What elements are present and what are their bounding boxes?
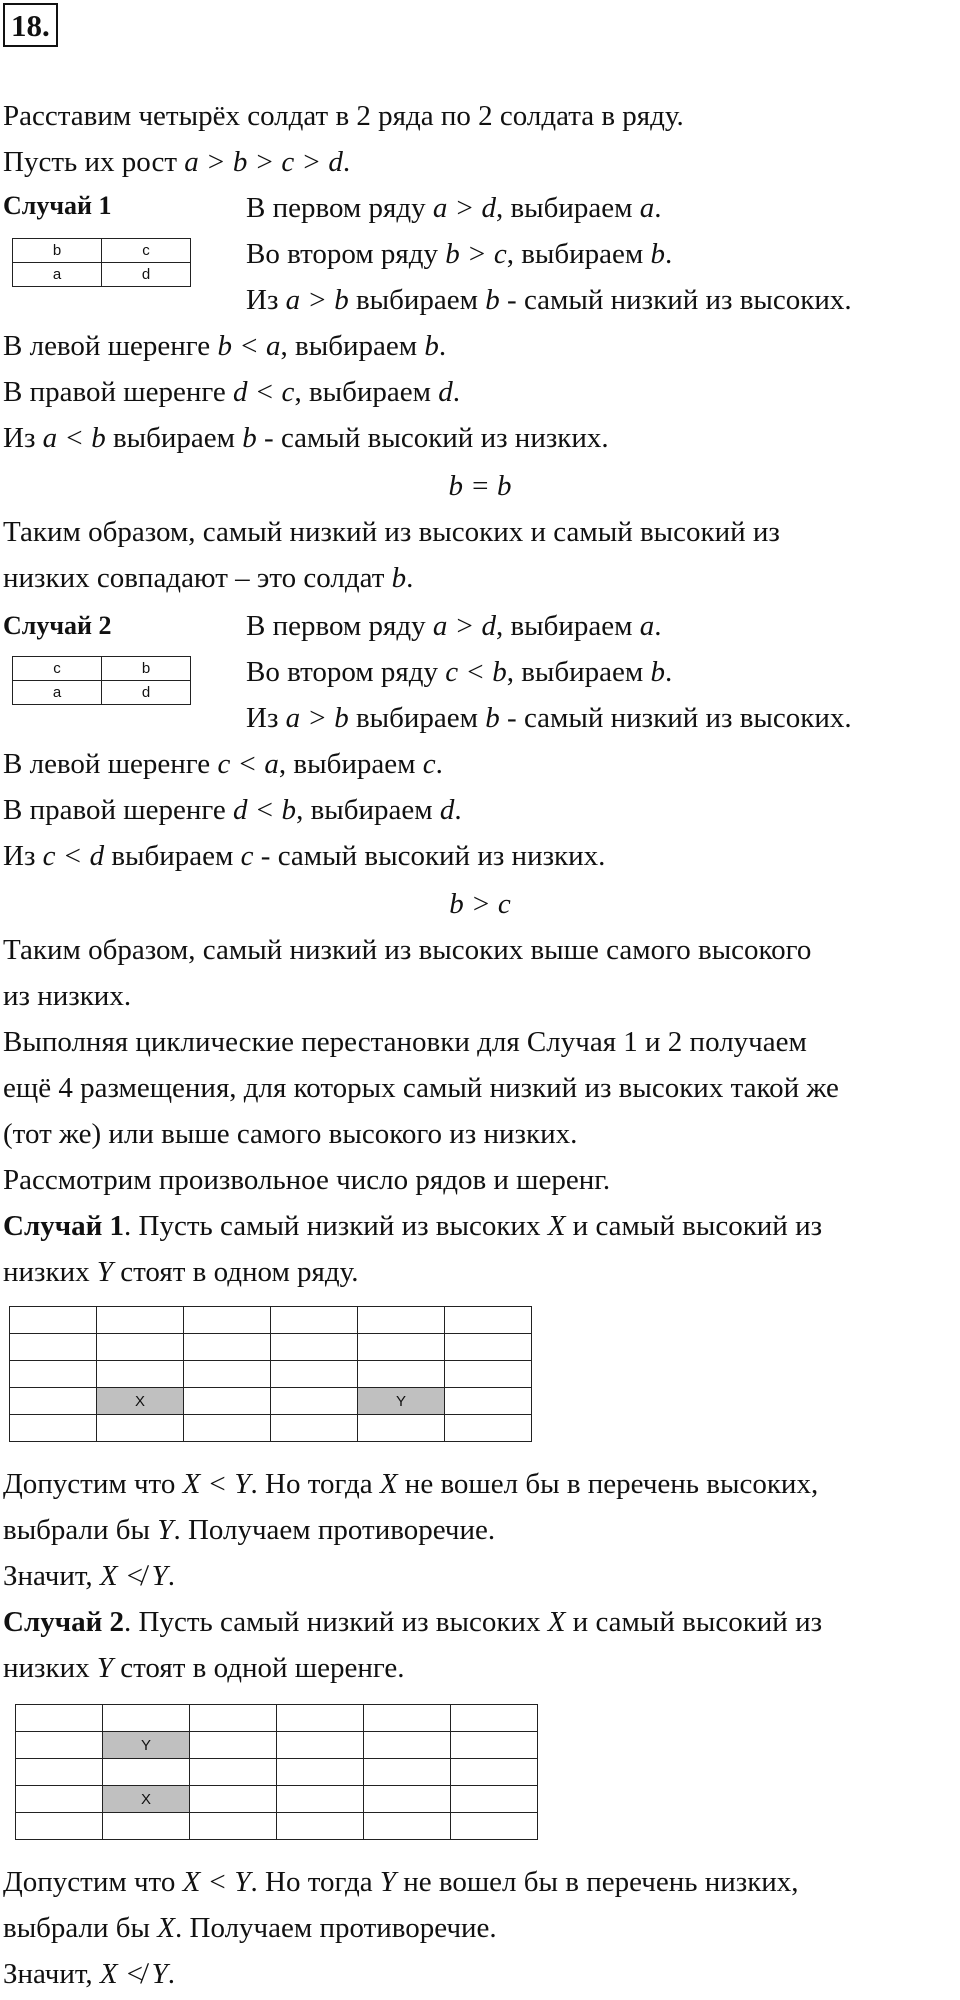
cell-x: X <box>103 1786 190 1813</box>
cell <box>190 1705 277 1732</box>
case1-title: Случай 1 <box>3 191 112 220</box>
cell <box>358 1334 445 1361</box>
cell <box>445 1361 532 1388</box>
cell <box>358 1361 445 1388</box>
case2-col3: Из c < d выбираем c - самый высокий из низких. <box>3 840 606 872</box>
cell <box>103 1705 190 1732</box>
cell <box>445 1415 532 1442</box>
case1-col1: В левой шеренге b < a, выбираем b. <box>3 330 447 362</box>
cell <box>97 1307 184 1334</box>
cell <box>451 1786 538 1813</box>
cell <box>10 1415 97 1442</box>
cell <box>451 1732 538 1759</box>
case2-col1: В левой шеренге c < a, выбираем c. <box>3 748 443 780</box>
problem-number: 18. <box>3 3 58 47</box>
cell <box>445 1388 532 1415</box>
gcase1-argument-2: выбрали бы Y. Получаем противоречие. <box>3 1514 496 1546</box>
cell <box>184 1415 271 1442</box>
cell <box>16 1759 103 1786</box>
cell <box>277 1759 364 1786</box>
cell <box>358 1415 445 1442</box>
cell <box>10 1307 97 1334</box>
cell <box>445 1334 532 1361</box>
cell <box>184 1334 271 1361</box>
intro-line-1: Расставим четырёх солдат в 2 ряда по 2 солдата в ряду. <box>3 100 684 132</box>
cell <box>190 1786 277 1813</box>
cell <box>277 1786 364 1813</box>
cell-x: X <box>97 1388 184 1415</box>
cell <box>97 1361 184 1388</box>
cell <box>445 1307 532 1334</box>
cell-y: Y <box>103 1732 190 1759</box>
cell <box>364 1759 451 1786</box>
general-line-3: (тот же) или выше самого высокого из низких. <box>3 1118 578 1150</box>
cell <box>16 1705 103 1732</box>
case2-result: b > c <box>449 888 511 920</box>
case2-row3: Из a > b выбираем b - самый низкий из высоких. <box>246 702 852 734</box>
case1-row3: Из a > b выбираем b - самый низкий из высоких. <box>246 284 852 316</box>
cell <box>271 1415 358 1442</box>
gcase1-line-2: низких Y стоят в одном ряду. <box>3 1256 359 1288</box>
general-line-4: Рассмотрим произвольное число рядов и шеренг. <box>3 1164 611 1196</box>
case1-table <box>12 238 191 287</box>
cell <box>451 1813 538 1840</box>
cell <box>190 1813 277 1840</box>
gcase2-argument-3: Значит, X ≮ Y. <box>3 1958 176 1990</box>
cell: d <box>102 681 191 705</box>
cell <box>10 1388 97 1415</box>
cell <box>277 1732 364 1759</box>
gcase2-line-2: низких Y стоят в одной шеренге. <box>3 1652 405 1684</box>
gcase1-argument-1: Допустим что X < Y. Но тогда X не вошел бы в перечень высоких, <box>3 1468 819 1500</box>
case1-col2: В правой шеренге d < c, выбираем d. <box>3 376 460 408</box>
cell <box>271 1307 358 1334</box>
case1-result: b = b <box>448 470 512 502</box>
cell: c <box>102 239 191 263</box>
cell: c <box>13 657 102 681</box>
case2-row1: В первом ряду a > d, выбираем a. <box>246 610 662 642</box>
case2-conclusion-1: Таким образом, самый низкий из высоких выше самого высокого <box>3 934 812 966</box>
cell: a <box>13 263 102 287</box>
cell <box>190 1759 277 1786</box>
case2-conclusion-2: из низких. <box>3 980 132 1012</box>
case1-row2: Во втором ряду b > c, выбираем b. <box>246 238 673 270</box>
cell <box>358 1307 445 1334</box>
cell <box>184 1361 271 1388</box>
cell <box>271 1361 358 1388</box>
gcase2-grid <box>15 1704 538 1840</box>
gcase1-grid <box>9 1306 532 1442</box>
case2-table <box>12 656 191 705</box>
cell <box>364 1705 451 1732</box>
cell <box>451 1759 538 1786</box>
case2-row2: Во втором ряду c < b, выбираем b. <box>246 656 673 688</box>
cell <box>16 1813 103 1840</box>
gcase2-line-1: Случай 2. Пусть самый низкий из высоких X и самый высокий из <box>3 1606 823 1638</box>
cell <box>103 1759 190 1786</box>
cell: a <box>13 681 102 705</box>
cell: d <box>102 263 191 287</box>
case2-col2: В правой шеренге d < b, выбираем d. <box>3 794 462 826</box>
case1-conclusion-1: Таким образом, самый низкий из высоких и самый высокий из <box>3 516 780 548</box>
gcase2-argument-1: Допустим что X < Y. Но тогда Y не вошел бы в перечень низких, <box>3 1866 799 1898</box>
cell <box>190 1732 277 1759</box>
cell: b <box>13 239 102 263</box>
cell <box>364 1732 451 1759</box>
cell <box>271 1388 358 1415</box>
cell <box>184 1307 271 1334</box>
cell <box>271 1334 358 1361</box>
cell <box>103 1813 190 1840</box>
general-line-1: Выполняя циклические перестановки для Случая 1 и 2 получаем <box>3 1026 807 1058</box>
general-line-2: ещё 4 размещения, для которых самый низкий из высоких такой же <box>3 1072 839 1104</box>
cell <box>97 1334 184 1361</box>
cell <box>10 1361 97 1388</box>
cell <box>451 1705 538 1732</box>
case1-col3: Из a < b выбираем b - самый высокий из низких. <box>3 422 609 454</box>
case2-title: Случай 2 <box>3 611 112 640</box>
cell <box>277 1705 364 1732</box>
cell <box>16 1732 103 1759</box>
gcase1-line-1: Случай 1. Пусть самый низкий из высоких X и самый высокий из <box>3 1210 823 1242</box>
cell <box>277 1813 364 1840</box>
gcase1-argument-3: Значит, X ≮ Y. <box>3 1560 176 1592</box>
cell <box>184 1388 271 1415</box>
case1-conclusion-2: низких совпадают – это солдат b. <box>3 562 414 594</box>
cell <box>16 1786 103 1813</box>
case1-row1: В первом ряду a > d, выбираем a. <box>246 192 662 224</box>
intro-line-2: Пусть их рост a > b > c > d. <box>3 146 351 178</box>
cell: b <box>102 657 191 681</box>
gcase2-argument-2: выбрали бы X. Получаем противоречие. <box>3 1912 497 1944</box>
cell <box>97 1415 184 1442</box>
cell <box>364 1786 451 1813</box>
cell-y: Y <box>358 1388 445 1415</box>
cell <box>364 1813 451 1840</box>
cell <box>10 1334 97 1361</box>
